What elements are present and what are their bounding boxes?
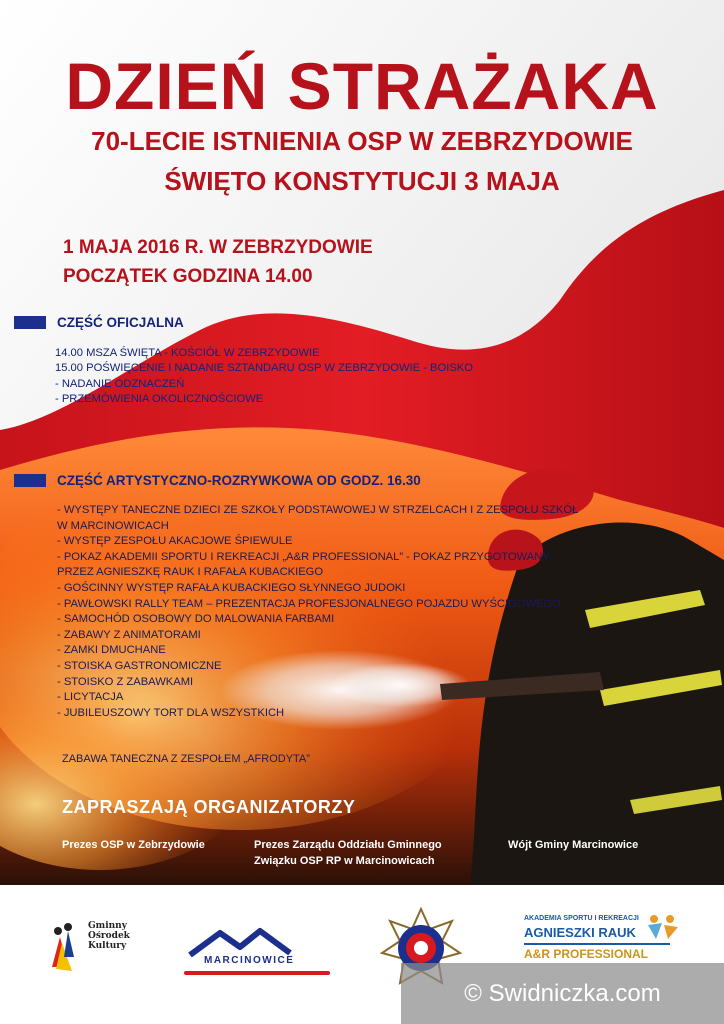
list-item: - JUBILEUSZOWY TORT DLA WSZYSTKICH — [57, 706, 285, 719]
event-start-time: POCZĄTEK GODZINA 14.00 — [63, 266, 313, 287]
official-section-heading: CZĘŚĆ OFICJALNA — [57, 315, 184, 330]
list-item: - PRZEMÓWIENIA OKOLICZNOŚCIOWE — [55, 392, 264, 405]
list-item: - NADANIE ODZNACZEŃ — [55, 377, 185, 390]
list-item: - ZAMKI DMUCHANE — [57, 644, 166, 657]
list-item: - STOISKA GASTRONOMICZNE — [57, 659, 222, 672]
signature-osp-president: Prezes OSP w Zebrzydowie — [62, 839, 205, 851]
list-item: - SAMOCHÓD OSOBOWY DO MALOWANIA FARBAMI — [57, 613, 335, 626]
dancers-icon — [44, 917, 84, 977]
list-item: - STOISKO Z ZABAWKAMI — [57, 675, 194, 688]
signature-zarzad-line-2: Związku OSP RP w Marcinowicach — [254, 855, 435, 867]
subtitle-anniversary: 70-LECIE ISTNIENIA OSP W ZEBRZYDOWIE — [91, 126, 633, 156]
marcinowice-underline — [184, 971, 330, 975]
akademia-line: AKADEMIA SPORTU I REKREACJI — [524, 915, 639, 922]
gok-logo — [44, 917, 154, 977]
mountains-icon — [180, 927, 330, 957]
list-item: - PAWŁOWSKI RALLY TEAM – PREZENTACJA PROFESJONALNEGO POJAZDU WYŚCIGOWEGO — [57, 597, 561, 610]
gok-line-2: Ośrodek — [88, 931, 130, 941]
signature-zarzad-line-1: Prezes Zarządu Oddziału Gminnego — [254, 839, 442, 851]
list-item: 14.00 MSZA ŚWIĘTA - KOŚCIÓŁ W ZEBRZYDOWIE — [55, 347, 320, 359]
official-program-list — [55, 346, 473, 407]
akademia-name: AGNIESZKI RAUK — [524, 925, 636, 940]
artistic-section-heading: CZĘŚĆ ARTYSTYCZNO-ROZRYWKOWA OD GODZ. 16.30 — [57, 473, 421, 488]
list-item: 15.00 POŚWIĘCENIE I NADANIE SZTANDARU OSP W ZEBRZYDOWIE - BOISKO — [55, 362, 473, 375]
dance-party-note: ZABAWA TANECZNA Z ZESPOŁEM „AFRODYTA” — [62, 753, 310, 765]
list-item: PRZEZ AGNIESZKĘ RAUK I RAFAŁA KUBACKIEGO — [57, 566, 324, 579]
list-item: - POKAZ AKADEMII SPORTU I REKREACJI „A&R PROFESSIONAL” - POKAZ PRZYGOTOWANY — [57, 550, 550, 563]
list-item: - WYSTĘP ZESPOŁU AKACJOWE ŚPIEWULE — [57, 535, 293, 548]
list-item: - ZABAWY Z ANIMATORAMI — [57, 628, 201, 641]
organizers-heading: ZAPRASZAJĄ ORGANIZATORZY — [62, 797, 356, 817]
list-item: W MARCINOWICACH — [57, 519, 169, 532]
artistic-program-list — [57, 503, 578, 721]
event-date: 1 MAJA 2016 R. W ZEBRZYDOWIE — [63, 237, 373, 258]
subtitle-constitution: ŚWIĘTO KONSTYTUCJI 3 MAJA — [164, 166, 560, 196]
list-item: - GOŚCINNY WYSTĘP RAFAŁA KUBACKIEGO SŁYNNEGO JUDOKI — [57, 581, 406, 594]
artistic-section-marker — [14, 474, 46, 487]
gok-line-3: Kultury — [88, 941, 127, 951]
akademia-divider — [524, 943, 670, 945]
signature-wojt: Wójt Gminy Marcinowice — [508, 839, 639, 851]
gok-line-1: Gminny — [88, 921, 127, 931]
list-item: - LICYTACJA — [57, 691, 124, 704]
list-item: - WYSTĘPY TANECZNE DZIECI ZE SZKOŁY PODSTAWOWEJ W STRZELCACH I Z ZESPOŁU SZKÓŁ — [57, 504, 579, 516]
marcinowice-label: MARCINOWICE — [204, 955, 295, 966]
akademia-brand: A&R PROFESSIONAL — [524, 947, 649, 961]
marcinowice-logo — [180, 927, 330, 977]
watermark: © Swidniczka.com — [401, 963, 724, 1024]
poster-title: DZIEŃ STRAŻAKA — [65, 49, 659, 123]
official-section-marker — [14, 316, 46, 329]
judo-figures-icon — [642, 913, 682, 941]
